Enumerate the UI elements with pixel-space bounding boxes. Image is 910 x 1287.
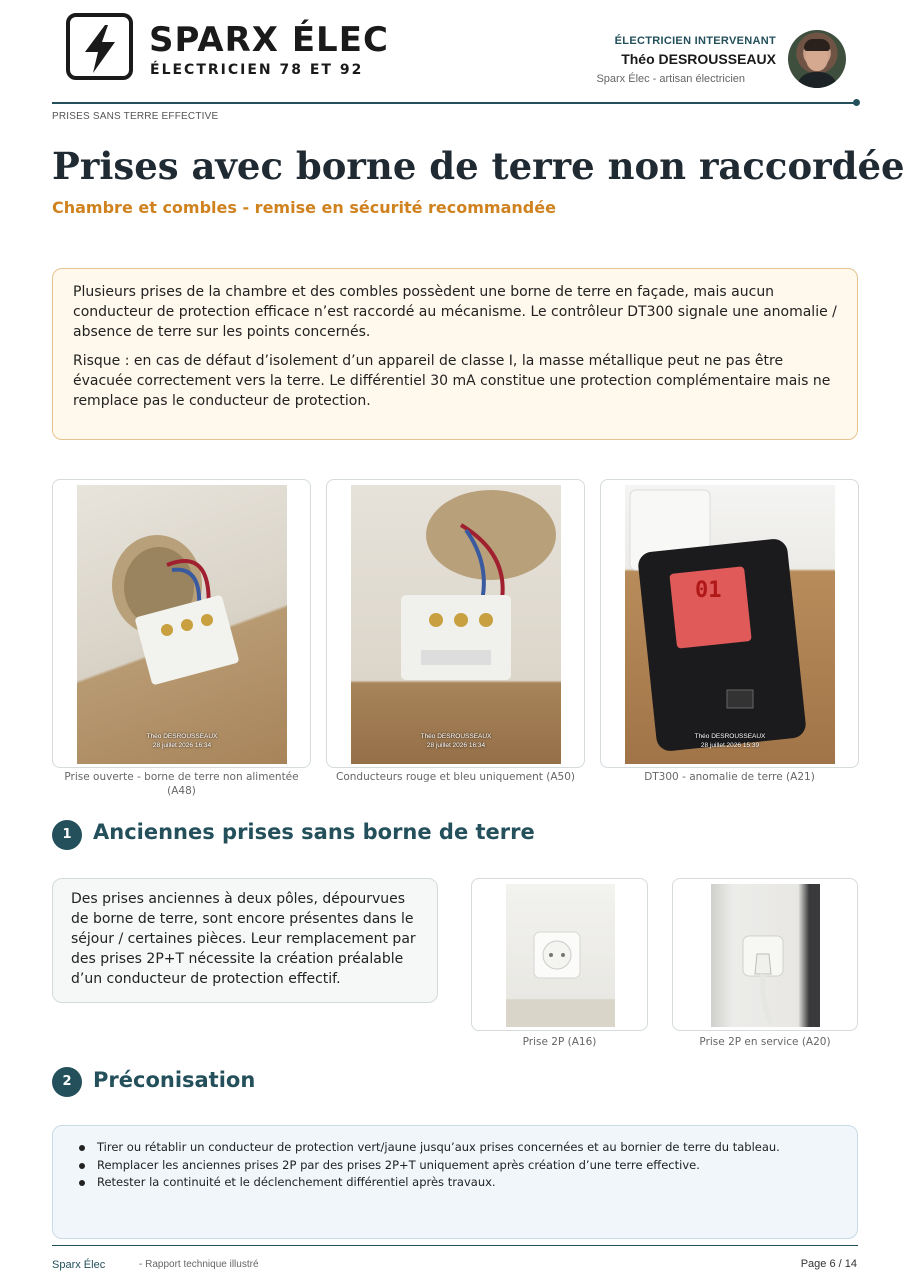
warning-paragraph: Risque : en cas de défaut d’isolement d’un appareil de classe I, la masse métallique peut ne pas être évacuée correctement vers la terre. Le différentiel 30 mA constitue une protection complémentaire mais ne remplace pas le conducteur de protection. (73, 353, 831, 409)
page-subtitle: Chambre et combles - remise en sécurité recommandée (52, 198, 556, 217)
photo-2p-socket (506, 884, 615, 1027)
photo-2p-socket-in-use (711, 884, 820, 1027)
section-title: Anciennes prises sans borne de terre (93, 820, 535, 844)
recommendation-box (52, 1125, 858, 1239)
recommendation-list (79, 1139, 857, 1192)
section-title: Préconisation (93, 1068, 256, 1092)
list-item: Retester la continuité et le déclenchement différentiel après travaux. (79, 1174, 857, 1192)
photo-caption: Prise ouverte - borne de terre non alimentée (A48) (64, 771, 299, 797)
lightning-bolt-icon (81, 25, 119, 73)
list-item: Remplacer les anciennes prises 2P par des prises 2P+T uniquement après création d’une terre effective. (79, 1157, 857, 1175)
list-item: Tirer ou rétablir un conducteur de protection vert/jaune jusqu’aux prises concernées et au bornier de terre du tableau. (79, 1139, 857, 1157)
avatar (788, 30, 846, 88)
footer-report-label: - Rapport technique illustré (139, 1259, 259, 1270)
page-title: Prises avec borne de terre non raccordée (52, 144, 905, 188)
header-divider (52, 102, 856, 104)
technician-company: Sparx Élec - artisan électricien (596, 73, 745, 85)
warning-box (52, 268, 858, 440)
photo-caption: Prise 2P en service (A20) (699, 1036, 831, 1048)
section1-info-box (52, 878, 438, 1003)
photo-card-a48[interactable] (52, 479, 311, 768)
photo-card-a50[interactable] (326, 479, 585, 768)
breadcrumb: PRISES SANS TERRE EFFECTIVE (52, 111, 219, 122)
section-number: 1 (52, 820, 82, 850)
warning-paragraph: Plusieurs prises de la chambre et des combles possèdent une borne de terre en façade, mais aucun conducteur de protection efficace n’est raccordé au mécanisme. Le contrôleur DT300 signale une anomalie / absence de terre sur les points concernés. (73, 284, 837, 340)
brand-logo (66, 13, 133, 80)
photo-card-a20[interactable] (672, 878, 858, 1031)
photo-watermark: Théo DESROUSSEAUX 28 juillet 2026 16:34 (420, 733, 492, 749)
technician-role: ÉLECTRICIEN INTERVENANT (614, 35, 776, 47)
brand-tagline: ÉLECTRICIEN 78 ET 92 (150, 62, 364, 78)
photo-socket-wires (351, 485, 561, 764)
photo-card-a16[interactable] (471, 878, 648, 1031)
header-divider-dot (853, 99, 860, 106)
photo-open-socket (77, 485, 287, 764)
photo-caption: Conducteurs rouge et bleu uniquement (A50) (336, 771, 575, 783)
photo-watermark: Théo DESROUSSEAUX 28 juillet 2026 16:34 (146, 733, 218, 749)
photo-card-a21[interactable] (600, 479, 859, 768)
photo-watermark: Théo DESROUSSEAUX 28 juillet 2026 15:39 (694, 733, 766, 749)
tester-display-value: 01 (695, 578, 722, 603)
section-number: 2 (52, 1067, 82, 1097)
footer-company: Sparx Élec (52, 1259, 106, 1271)
brand-name: SPARX ÉLEC (149, 20, 389, 60)
section1-text: Des prises anciennes à deux pôles, dépourvues de borne de terre, sont encore présentes dans le séjour / certaines pièces. Leur remplacement par des prises 2P+T nécessite la création préalable d’un conducteur de protection effectif. (71, 891, 416, 987)
page-number: Page 6 / 14 (800, 1258, 857, 1270)
footer-divider (52, 1245, 858, 1246)
technician-name: Théo DESROUSSEAUX (621, 51, 776, 67)
photo-caption: Prise 2P (A16) (522, 1036, 597, 1048)
photo-caption: DT300 - anomalie de terre (A21) (644, 771, 815, 783)
photo-dt300-tester (625, 485, 835, 764)
